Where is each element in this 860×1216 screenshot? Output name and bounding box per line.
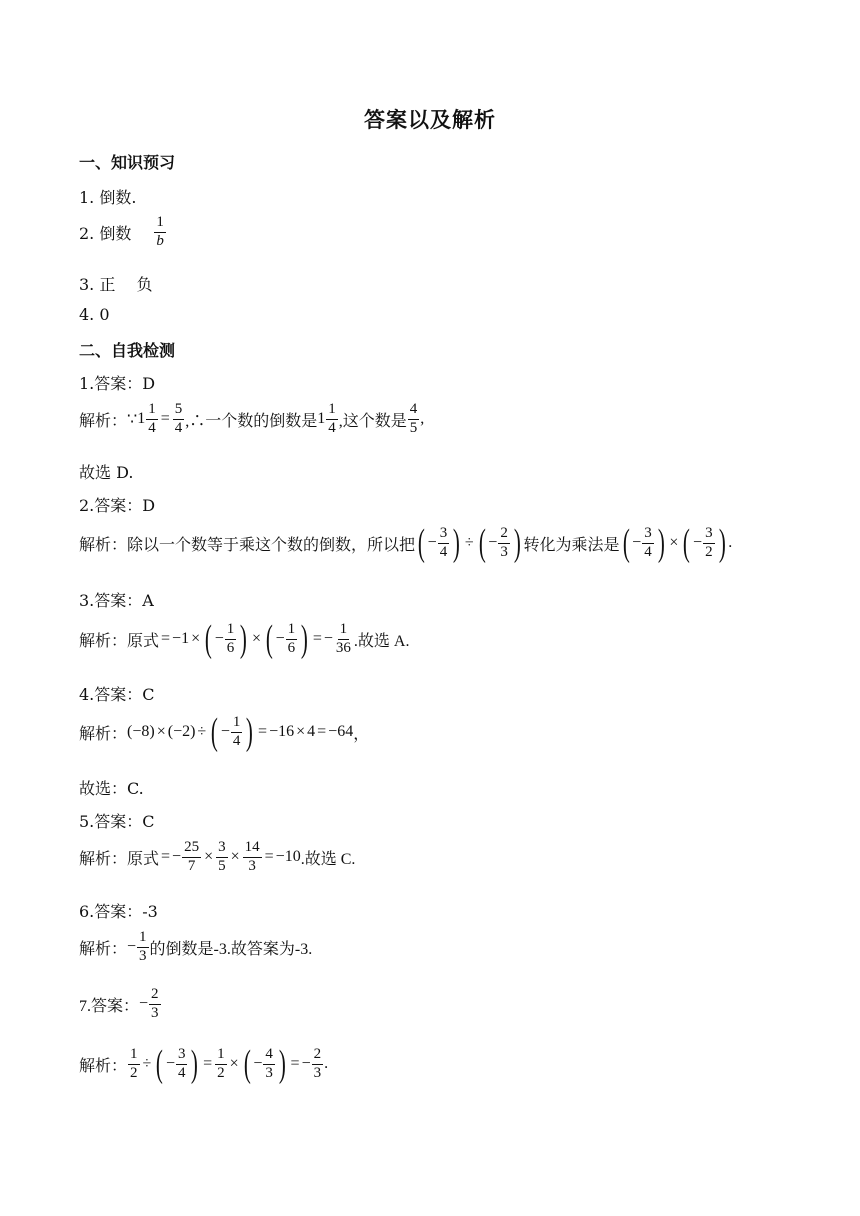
item-2: 2. 倒数 $\frac{1}{b}$ xyxy=(79,214,164,249)
q1-explanation: 解析： ∵ 1 $\frac{1}{4}$ = $\frac{5}{4}$ ,∴一个数的倒数是 1 $\frac{1}{4}$ ,这个数是 $\frac{4}{5}$ , xyxy=(79,401,425,436)
q2-answer: 2.答案：D xyxy=(79,496,156,515)
q7-answer: 7.答案： − $\frac{2}{3}$ xyxy=(79,986,159,1021)
q5-answer: 5.答案：C xyxy=(79,812,155,831)
section-heading-selftest: 二、自我检测 xyxy=(79,341,176,360)
item-1: 1. 倒数. xyxy=(79,188,137,207)
fraction-one-over-b: $\frac{1}{b}$ xyxy=(156,214,164,249)
q1-conclusion: 故选 D. xyxy=(79,463,134,482)
page-title: 答案以及解析 xyxy=(364,107,496,132)
q6-explanation: 解析： − $\frac{1}{3}$ 的倒数是-3.故答案为-3. xyxy=(79,929,313,964)
q4-answer: 4.答案：C xyxy=(79,685,155,704)
q5-explanation: 解析：原式 = − $\frac{25}{7}$ × $\frac{3}{5}$ × $\frac{14}{3}$ = −10 .故选 C. xyxy=(79,839,356,874)
q6-answer: 6.答案：-3 xyxy=(79,902,158,921)
q7-explanation: 解析： $\frac{1}{2}$ ÷ ( − $\frac{3}{4}$ ) = $\frac{1}{2}$ × ( − $\frac{4}{3}$ ) = − $\frac{2}{3}$ . xyxy=(79,1043,329,1085)
item-3: 3. 正 负 xyxy=(79,275,153,294)
q3-answer: 3.答案：A xyxy=(79,591,154,610)
section-heading-preview: 一、知识预习 xyxy=(79,153,176,172)
q2-explanation: 解析：除以一个数等于乘这个数的倒数，所以把 ( − $\frac{3}{4}$ ) ÷ ( − $\frac{2}{3}$ ) 转化为乘法是 ( − $\frac{3}{4}$ ) × ( − $\frac{3}{2}$ ) . xyxy=(79,522,733,564)
item-4: 4. 0 xyxy=(79,305,110,324)
q1-answer: 1.答案：D xyxy=(79,374,156,393)
q3-explanation: 解析：原式 = −1 × ( − $\frac{1}{6}$ ) × ( − $\frac{1}{6}$ ) = − $\frac{1}{36}$ .故选 A. xyxy=(79,618,410,660)
q4-conclusion: 故选：C. xyxy=(79,779,144,798)
q4-explanation: 解析： (−8) × (−2) ÷ ( − $\frac{1}{4}$ ) = −16 × 4 = −64 ， xyxy=(79,711,370,753)
